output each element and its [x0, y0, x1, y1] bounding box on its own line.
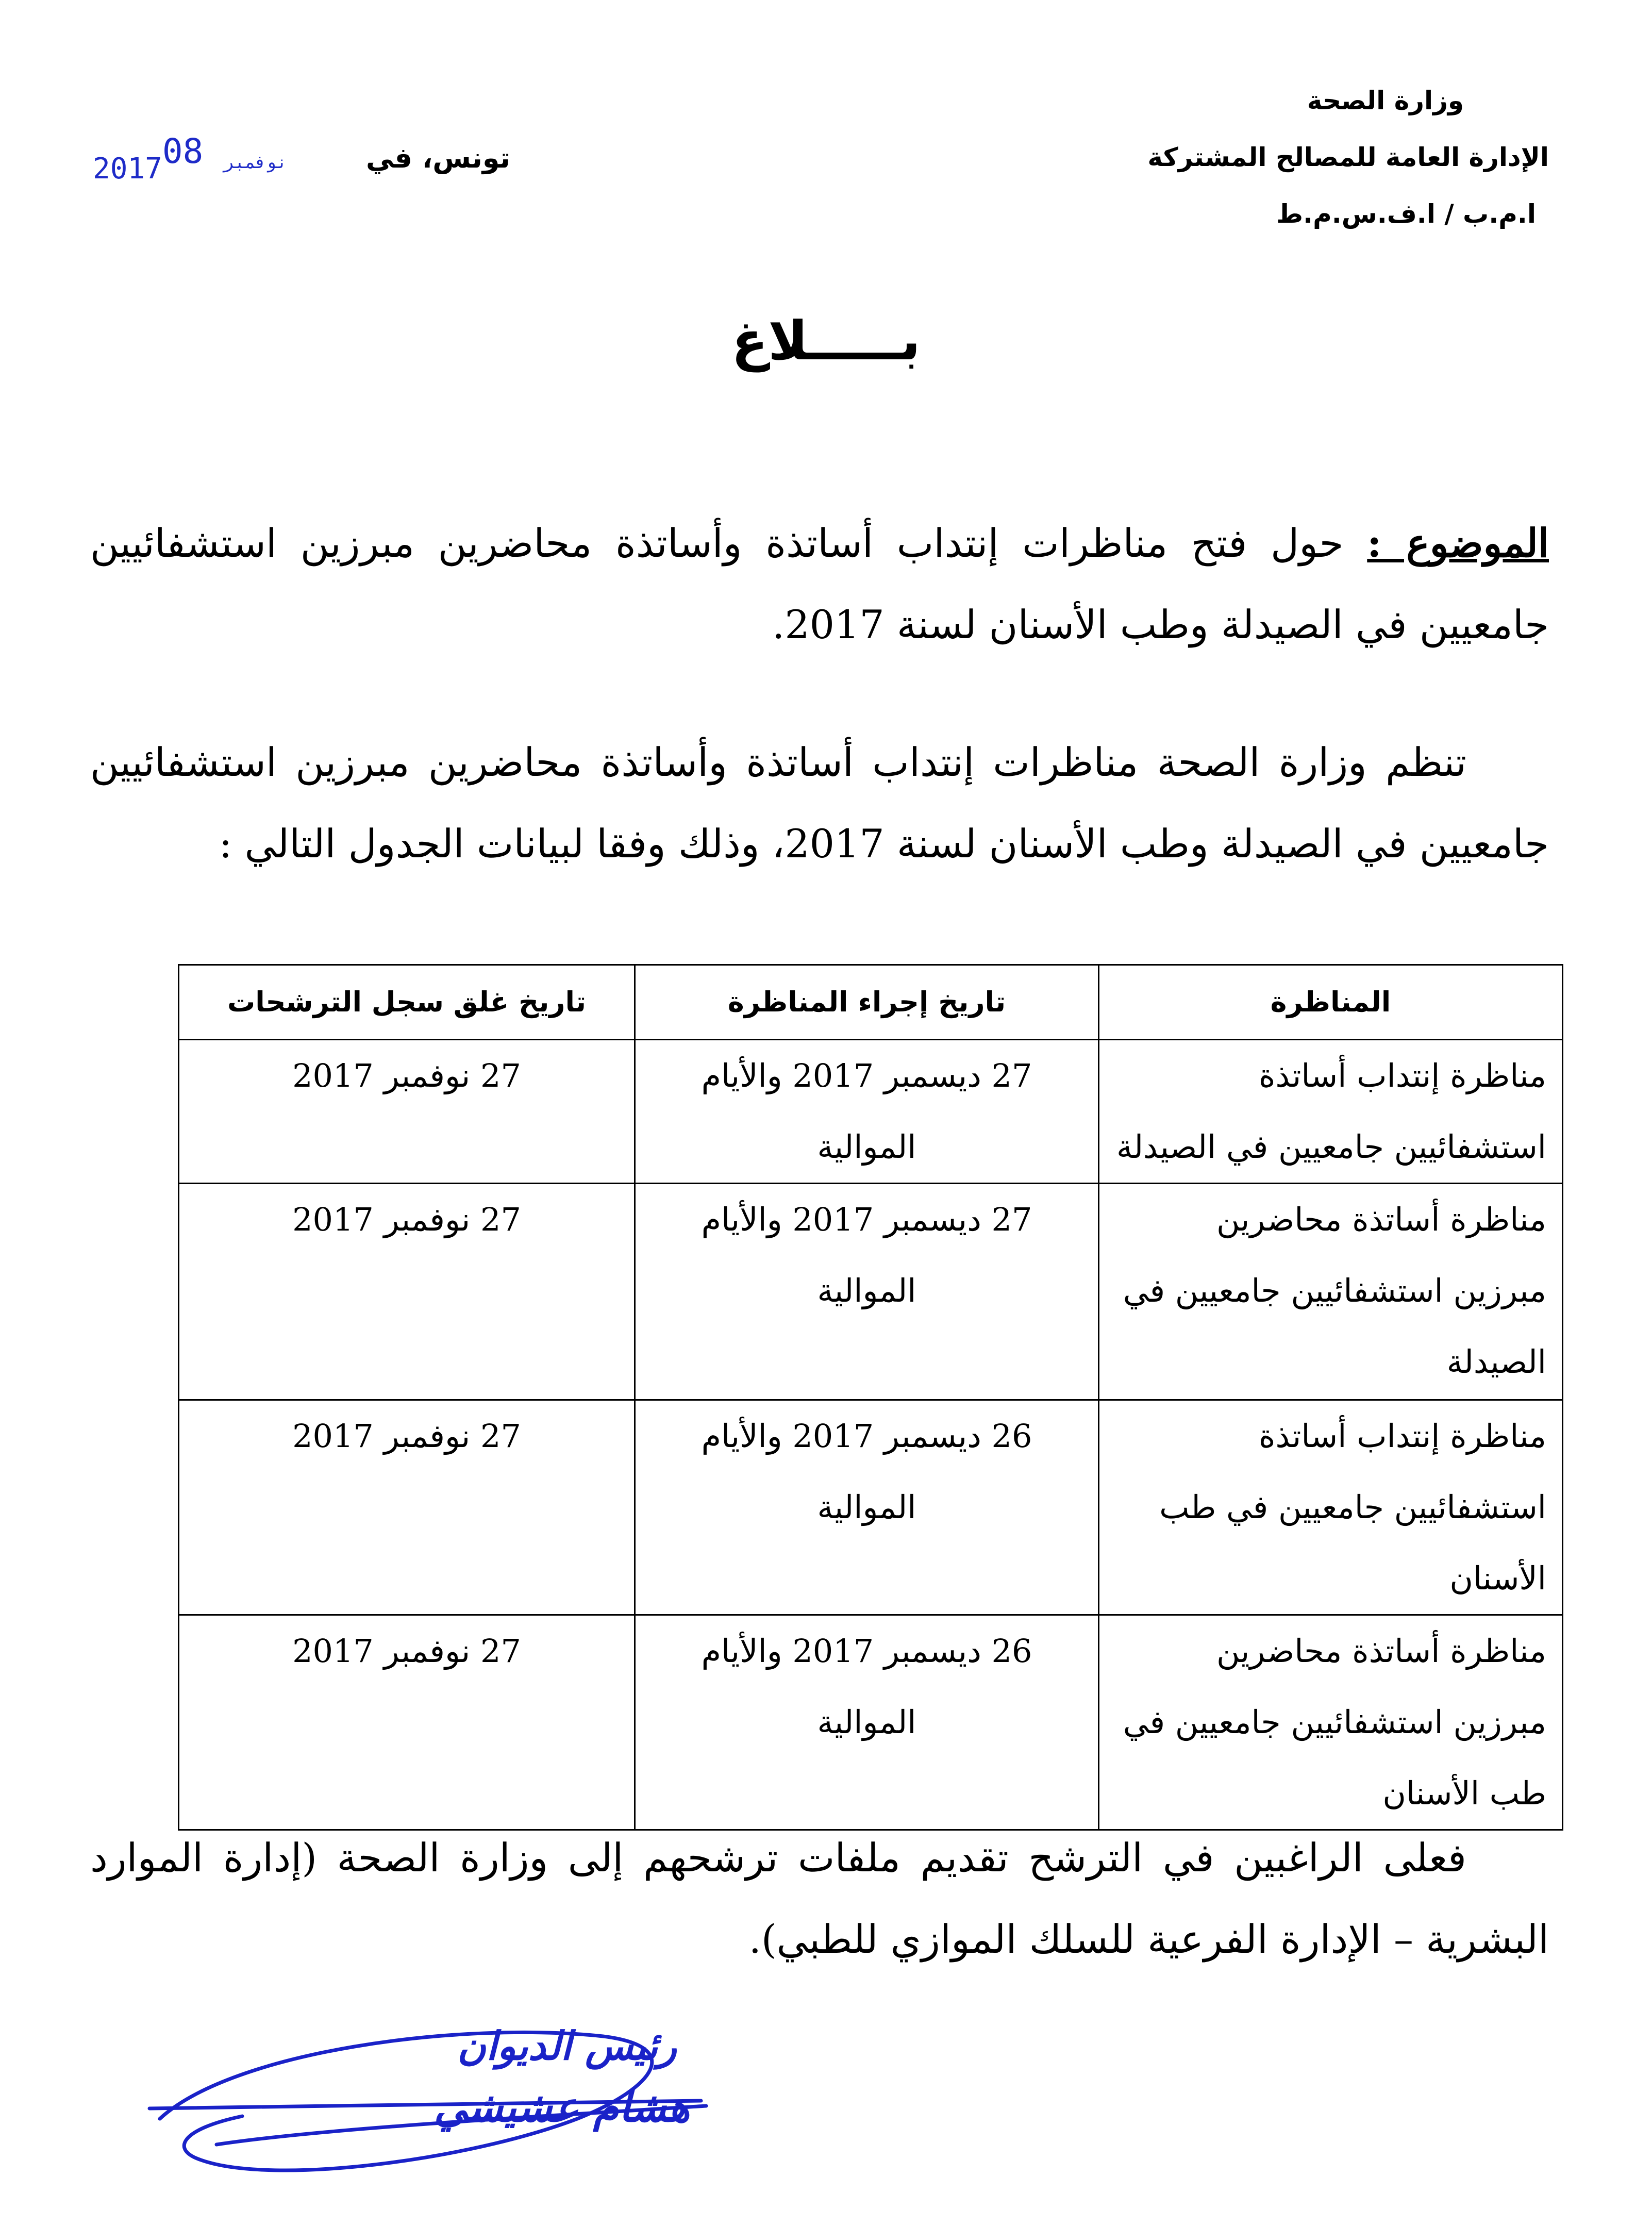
header-exam-date: تاريخ إجراء المناظرة — [635, 965, 1099, 1040]
table-row — [179, 1400, 1563, 1615]
closing-date-cell: 27 نوفمبر 2017 — [179, 1184, 635, 1400]
closing-text: فعلى الراغبين في الترشح تقديم ملفات ترشحهم إلى وزارة الصحة (إدارة الموارد البشرية – الإدارة الفرعية للسلك الموازي للطبي). — [90, 1835, 1549, 1962]
signature-title: رئيس الديوان — [457, 2023, 677, 2069]
competition-cell: مناظرة أساتذة محاضرين مبرزين استشفائيين جامعيين في طب الأسنان — [1099, 1615, 1563, 1830]
competition-cell: مناظرة إنتداب أساتذة استشفائيين جامعيين في الصيدلة — [1099, 1040, 1563, 1184]
subject-label: الموضوع : — [1367, 520, 1549, 566]
competition-cell: مناظرة إنتداب أساتذة استشفائيين جامعيين في طب الأسنان — [1099, 1400, 1563, 1615]
ministry-name: وزارة الصحة — [1307, 86, 1464, 115]
header-closing-date: تاريخ غلق سجل الترشحات — [179, 965, 635, 1040]
closing-date-cell: 27 نوفمبر 2017 — [179, 1615, 635, 1830]
table-row — [179, 1040, 1563, 1184]
exam-date-cell: 26 ديسمبر 2017 والأيام الموالية — [635, 1400, 1099, 1615]
department-name: الإدارة العامة للمصالح المشتركة — [1147, 142, 1549, 172]
table-header-row — [179, 965, 1563, 1040]
signature-stamp — [139, 1990, 732, 2217]
exam-date-cell: 27 ديسمبر 2017 والأيام الموالية — [635, 1184, 1099, 1400]
competition-cell: مناظرة أساتذة محاضرين مبرزين استشفائيين جامعيين في الصيدلة — [1099, 1184, 1563, 1400]
document-title: بـــــلاغ — [731, 309, 921, 372]
exam-date-cell: 26 ديسمبر 2017 والأيام الموالية — [635, 1615, 1099, 1830]
competitions-table — [178, 964, 1563, 1831]
table-row — [179, 1184, 1563, 1400]
closing-date-cell: 27 نوفمبر 2017 — [179, 1400, 635, 1615]
subject-paragraph — [90, 503, 1549, 666]
exam-date-cell: 27 ديسمبر 2017 والأيام الموالية — [635, 1040, 1099, 1184]
intro-text: تنظم وزارة الصحة مناظرات إنتداب أساتذة وأساتذة محاضرين مبرزين استشفائيين جامعيين في الصيدلة وطب الأسنان لسنة 2017، وذلك وفقا لبيانات الجدول التالي : — [90, 739, 1549, 867]
subject-text: حول فتح مناظرات إنتداب أساتذة وأساتذة محاضرين مبرزين استشفائيين جامعيين في الصيدلة وطب الأسنان لسنة 2017. — [90, 520, 1549, 647]
reference-code: ا.م.ب / ا.ف.س.م.ط — [1276, 199, 1536, 229]
closing-date-cell: 27 نوفمبر 2017 — [179, 1040, 635, 1184]
stamp-day: 08 — [162, 131, 204, 171]
signature-name: هشام عشيشي — [433, 2083, 690, 2131]
place-label: تونس، في — [365, 142, 510, 174]
closing-paragraph — [90, 1817, 1549, 1980]
letterhead — [982, 72, 1549, 242]
intro-paragraph — [90, 722, 1549, 885]
stamp-year: 2017 — [93, 152, 162, 186]
header-competition: المناظرة — [1099, 965, 1563, 1040]
place-and-date — [88, 131, 510, 188]
table-row — [179, 1615, 1563, 1830]
date-stamp — [93, 131, 305, 186]
stamp-month: نوفمبر — [224, 152, 288, 173]
signature-drawing — [139, 1990, 732, 2217]
